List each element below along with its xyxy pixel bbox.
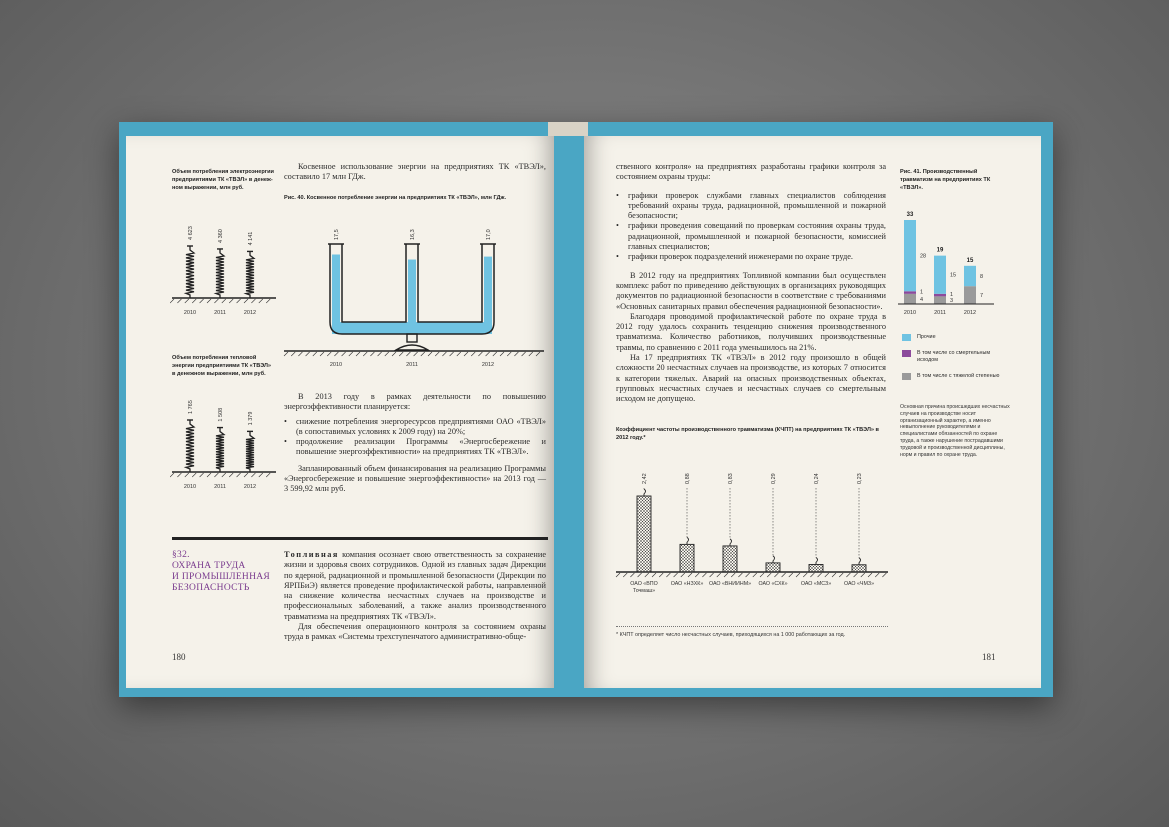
- ground-hatch: [702, 573, 706, 577]
- ground-hatch: [170, 473, 174, 477]
- elec-chart-title: Объем потребления электроэнергии предприятиями ТК «ТВЭЛ» в денеж-ном выражении, млн руб.: [172, 169, 274, 191]
- ground-hatch: [334, 352, 338, 356]
- tube-liquid: [484, 257, 492, 328]
- ground-hatch: [645, 573, 649, 577]
- ground-hatch: [251, 299, 255, 303]
- segment-label: 4: [920, 296, 924, 303]
- heat-spring-chart: [170, 388, 280, 496]
- segment-label: 7: [980, 293, 984, 300]
- x-tick-label: Точмаш»: [632, 588, 656, 594]
- ground-hatch: [207, 299, 211, 303]
- ground-hatch: [320, 352, 324, 356]
- x-tick-label: 2011: [406, 362, 418, 368]
- kchpt-chart: [614, 454, 892, 604]
- kchpt-hook: [687, 537, 689, 544]
- footnote-divider: [616, 626, 888, 627]
- legend-item: [902, 350, 1012, 364]
- kchpt-bar: [723, 546, 737, 572]
- kchpt-bar: [637, 496, 651, 572]
- tube-outline: [342, 244, 406, 322]
- legend-swatch: [902, 334, 911, 341]
- spring-bar: [186, 420, 194, 472]
- legend-swatch: [902, 350, 911, 357]
- control-item: • графики проверок подразделений инженерами по охране труде.: [616, 252, 886, 262]
- value-label: 17,5: [334, 229, 340, 240]
- ground-hatch: [832, 573, 836, 577]
- legend-label: Прочие: [917, 334, 936, 340]
- ground-hatch: [399, 352, 403, 356]
- ground-hatch: [789, 573, 793, 577]
- ground-hatch: [435, 352, 439, 356]
- ground-hatch: [659, 573, 663, 577]
- ground-hatch: [854, 573, 858, 577]
- ground-hatch: [738, 573, 742, 577]
- ground-hatch: [674, 573, 678, 577]
- ground-hatch: [259, 299, 263, 303]
- fig41-legend: [902, 334, 1012, 380]
- ground-hatch: [457, 352, 461, 356]
- ground-hatch: [214, 299, 218, 303]
- x-tick-label: 2012: [243, 310, 257, 316]
- plans-block: В 2013 году в рамках деятельности по повышению энергоэффективности планируется: • снижение потребления энергоресурсов предприятиями ОАО «ТВЭЛ» (в сопоставимых условиях к 2009 году) на 20%; • продолжение реализации Программы «Энергосбережение и повышение энергоэффективности» на предприятиях ТК «ТВЭЛ». Запланированный объем финансирования на реализацию Программы «Энергосбережение и повышение энергоэффективности» на 2013 год — 3 599,92 млн руб.: [284, 392, 546, 495]
- ground-hatch: [222, 473, 226, 477]
- ground-hatch: [192, 299, 196, 303]
- legend-label: В том числе со смертельным исходом: [916, 350, 991, 363]
- value-label: 4 360: [218, 229, 224, 243]
- kchpt-bar: [680, 544, 694, 572]
- ground-hatch: [177, 473, 181, 477]
- value-label: 1 765: [188, 400, 194, 414]
- ground-hatch: [306, 352, 310, 356]
- ground-hatch: [192, 473, 196, 477]
- ground-hatch: [327, 352, 331, 356]
- ground-hatch: [753, 573, 757, 577]
- stacked-segment: [904, 294, 916, 304]
- ground-hatch: [170, 299, 174, 303]
- segment-label: 3: [950, 298, 954, 305]
- ground-hatch: [536, 352, 540, 356]
- tube-stand: [407, 334, 417, 342]
- x-tick-label: 2012: [963, 310, 977, 316]
- value-label: 17,0: [486, 229, 492, 240]
- ground-hatch: [514, 352, 518, 356]
- stacked-segment: [964, 266, 976, 286]
- ground-hatch: [623, 573, 627, 577]
- ground-hatch: [414, 352, 418, 356]
- ground-hatch: [493, 352, 497, 356]
- indirect-energy-text: Косвенное использование энергии на предприятиях ТК «ТВЭЛ», составило 17 млн ГДж.: [284, 162, 546, 182]
- ground-hatch: [652, 573, 656, 577]
- ground-hatch: [782, 573, 786, 577]
- book-spine: [548, 122, 588, 136]
- value-label: 0,24: [814, 473, 820, 484]
- ground-hatch: [760, 573, 764, 577]
- x-tick-label: 2011: [214, 484, 226, 490]
- ground-hatch: [803, 573, 807, 577]
- stacked-segment: [934, 296, 946, 304]
- x-tick-label: 2010: [329, 362, 343, 368]
- ground-hatch: [875, 573, 879, 577]
- x-tick-label: ОАО «ВНИИНМ»: [708, 581, 752, 587]
- section-title-line: БЕЗОПАСНОСТЬ: [172, 583, 250, 593]
- value-label: 4 141: [248, 231, 254, 246]
- control-list: [616, 191, 886, 263]
- right-page: [584, 136, 1041, 688]
- ground-hatch: [363, 352, 367, 356]
- ground-hatch: [229, 299, 233, 303]
- ground-hatch: [638, 573, 642, 577]
- ground-hatch: [237, 473, 241, 477]
- kchpt-hook: [859, 558, 861, 565]
- ground-hatch: [861, 573, 865, 577]
- x-tick-label: ОАО «ЧМЗ»: [843, 581, 875, 587]
- x-tick-label: 2012: [481, 362, 495, 368]
- page-number-right: 181: [982, 652, 996, 662]
- financing-text: Запланированный объем финансирования на реализацию Программы «Энергосбережение и повышение энергоэффективности» на 2013 год — 3 599,92 млн руб.: [284, 463, 546, 494]
- tube-liquid: [332, 255, 340, 329]
- spring-bar: [246, 251, 254, 298]
- segment-label: 1: [950, 291, 954, 298]
- value-label: 0,29: [771, 473, 777, 484]
- kchpt-hook: [730, 539, 732, 546]
- spring-bar: [216, 428, 224, 472]
- ground-hatch: [666, 573, 670, 577]
- legend-item: [902, 373, 1012, 380]
- ground-hatch: [385, 352, 389, 356]
- ground-hatch: [731, 573, 735, 577]
- x-tick-label: ОАО «МСЗ»: [800, 581, 832, 587]
- ground-hatch: [266, 473, 270, 477]
- x-tick-label: 2011: [934, 310, 946, 316]
- ground-hatch: [356, 352, 360, 356]
- x-tick-label: 2011: [214, 310, 226, 316]
- x-tick-label: ОАО «НЗХК»: [670, 581, 704, 587]
- total-label: 15: [966, 257, 974, 264]
- ground-hatch: [284, 352, 288, 356]
- value-label: 0,88: [685, 473, 691, 484]
- plans-item: • снижение потребления энергоресурсов предприятиями ОАО «ТВЭЛ» (в сопоставимых условиях к 2009 году) на 20%;: [284, 417, 546, 438]
- ground-hatch: [222, 299, 226, 303]
- segment-label: 15: [950, 272, 957, 279]
- ground-hatch: [882, 573, 886, 577]
- legend-swatch: [902, 373, 911, 380]
- stacked-segment: [904, 291, 916, 294]
- fig40-tube-chart: [282, 216, 548, 374]
- x-tick-label: ОАО «ВПО: [630, 581, 658, 587]
- ground-hatch: [442, 352, 446, 356]
- fig41-title: Рис. 41. Производственный травматизм на предприятиях ТК «ТВЭЛ».: [900, 169, 991, 191]
- ground-hatch: [522, 352, 526, 356]
- ground-hatch: [746, 573, 750, 577]
- segment-label: 1: [920, 289, 924, 296]
- ground-hatch: [244, 299, 248, 303]
- ground-hatch: [237, 299, 241, 303]
- ground-hatch: [839, 573, 843, 577]
- x-tick-label: ОАО «СХК»: [758, 581, 788, 587]
- value-label: 16,3: [410, 229, 416, 240]
- stacked-segment: [904, 220, 916, 291]
- kchpt-bar: [809, 564, 823, 572]
- ground-hatch: [378, 352, 382, 356]
- ground-hatch: [259, 473, 263, 477]
- stacked-segment: [934, 256, 946, 294]
- ground-hatch: [464, 352, 468, 356]
- ground-hatch: [421, 352, 425, 356]
- kchpt-bar: [852, 565, 866, 572]
- legend-label: В том числе с тяжелой степенью: [917, 373, 1000, 379]
- kchpt-bar: [766, 563, 780, 572]
- ground-hatch: [207, 473, 211, 477]
- ground-hatch: [471, 352, 475, 356]
- value-label: 0,83: [728, 473, 734, 484]
- heat-chart-title: Объем потребления тепловой энергии предприятиями ТК «ТВЭЛ» в денежном выражении, млн руб.: [172, 355, 272, 377]
- section-title-line: ОХРАНА ТРУДА: [172, 561, 246, 571]
- page-number-left: 180: [172, 652, 186, 662]
- stacked-segment: [934, 294, 946, 297]
- tube-stand-base: [396, 345, 428, 350]
- value-label: 1 508: [218, 407, 224, 422]
- section-title-line: И ПРОМЫШЛЕННАЯ: [172, 572, 271, 582]
- ground-hatch: [349, 352, 353, 356]
- ground-hatch: [507, 352, 511, 356]
- ground-hatch: [428, 352, 432, 356]
- x-tick-label: 2010: [183, 484, 197, 490]
- spring-bar: [216, 249, 224, 298]
- plans-list: [284, 417, 546, 458]
- plans-item: • продолжение реализации Программы «Энергосбережение и повышение энергоэффективности» на предприятиях ТК «ТВЭЛ».: [284, 437, 546, 458]
- ground-hatch: [774, 573, 778, 577]
- ground-hatch: [767, 573, 771, 577]
- total-label: 19: [936, 247, 944, 254]
- side-note: Основная причина происшедших несчастных случаев на производстве носит организационный характер, а именно невыполнение руководителями и специалистами обязанностей по охране труда, а также нарушение пострадавшими трудовой и производственной дисциплины, норм и правил по охране труда.: [900, 404, 1010, 458]
- ground-hatch: [717, 573, 721, 577]
- stacked-segment: [964, 286, 976, 304]
- total-label: 33: [906, 212, 914, 218]
- left-page: [126, 136, 554, 688]
- ground-hatch: [796, 573, 800, 577]
- right-main-text: ственного контроля» на предприятиях разработаны графики контроля за состоянием охраны труды: • графики проверок службами главных специалистов соблюдения требований охраны труда, радиационной, промышленной и пожарной безопасности; • графики проведения совещаний по проверкам состояния охраны труда, радиационной, промышленной и пожарной безопасности, комиссией главных специалистов; • графики проверок подразделений инженерами по охране труде. В 2012 году на предприятиях Топливной компании был осуществлен комплекс работ по приведению действующих в организациях руководящих документов по радиационной безопасности в соответствие с требованиями «Основных санитарных правил обеспечения радиационной безопасности». Благодаря проводимой профилактической работе по охране труда в 2012 году удалось сохранить тенденцию снижения производственного травматизма. Количество работников, получивших производственные травмы, по сравнению с 2011 года уменьшилось на 21%. На 17 предприятиях ТК «ТВЭЛ» в 2012 году произошло в общей сложности 20 несчастных случаев на производстве, из которых 7 относится к категории тяжелых. Аварий на опасных производственных объектах, групповых несчастных случаев и несчастных случаев со смертельным исходом не допущено.: [616, 162, 886, 405]
- ground-hatch: [486, 352, 490, 356]
- ground-hatch: [688, 573, 692, 577]
- section-lead-word: Топливная: [284, 550, 339, 559]
- ground-hatch: [214, 473, 218, 477]
- section-body: Топливная компания осознает свою ответственность за сохранение жизни и здоровья своих сотрудников. Одной из главных задач Дирекции по ядерной, радиационной и промышленной безопасности (Дирекции по ЯРПБиЭ) является проведение профилактической работы, направленной на снижение количества несчастных случаев на производстве и профессиональных заболеваний, а также анализ производственного травматизма на предприятиях ТК «ТВЭЛ». Для обеспечения операционного контроля за состоянием охраны труда в рамках «Системы трехступенчатого административно-обще-: [284, 550, 546, 642]
- control-item: • графики проверок службами главных специалистов соблюдения требований охраны труда, радиационной, промышленной и пожарной безопасности;: [616, 191, 886, 222]
- ground-hatch: [392, 352, 396, 356]
- segment-label: 8: [980, 274, 984, 280]
- ground-hatch: [313, 352, 317, 356]
- fig40-title: Рис. 40. Косвенное потребление энергии на предприятиях ТК «ТВЭЛ», млн ГДж.: [284, 195, 507, 201]
- ground-hatch: [450, 352, 454, 356]
- x-tick-label: 2010: [903, 310, 917, 316]
- ground-hatch: [868, 573, 872, 577]
- tube-outline: [418, 244, 482, 322]
- value-label: 4 623: [188, 226, 194, 240]
- ground-hatch: [251, 473, 255, 477]
- ground-hatch: [200, 473, 204, 477]
- ground-hatch: [200, 299, 204, 303]
- value-label: 0,23: [857, 473, 863, 484]
- ground-hatch: [229, 473, 233, 477]
- section-number: §32.: [172, 550, 190, 560]
- ground-hatch: [298, 352, 302, 356]
- kchpt-hook: [644, 489, 646, 496]
- ground-hatch: [710, 573, 714, 577]
- tube-liquid: [408, 260, 416, 328]
- ground-hatch: [291, 352, 295, 356]
- ground-hatch: [185, 299, 189, 303]
- ground-hatch: [177, 299, 181, 303]
- footnote: * КЧПТ определяет число несчастных случаев, приходящихся на 1 000 работающих за год.: [616, 632, 846, 638]
- kchpt-hook: [773, 556, 775, 563]
- control-item: • графики проведения совещаний по проверкам состояния охраны труда, радиационной, промышленной и пожарной безопасности, комиссией главных специалистов;: [616, 221, 886, 252]
- ground-hatch: [244, 473, 248, 477]
- x-tick-label: 2012: [243, 484, 257, 490]
- ground-hatch: [681, 573, 685, 577]
- ground-hatch: [500, 352, 504, 356]
- ground-hatch: [818, 573, 822, 577]
- ground-hatch: [342, 352, 346, 356]
- ground-hatch: [185, 473, 189, 477]
- spring-bar: [246, 431, 254, 472]
- ground-hatch: [478, 352, 482, 356]
- value-label: 1 379: [248, 411, 254, 426]
- ground-hatch: [810, 573, 814, 577]
- ground-hatch: [616, 573, 620, 577]
- spring-bar: [186, 246, 194, 298]
- ground-hatch: [846, 573, 850, 577]
- x-tick-label: 2010: [183, 310, 197, 316]
- ground-hatch: [724, 573, 728, 577]
- ground-hatch: [695, 573, 699, 577]
- kchpt-hook: [816, 557, 818, 564]
- section-heading: [172, 550, 278, 594]
- ground-hatch: [406, 352, 410, 356]
- elec-spring-chart: [170, 204, 280, 322]
- ground-hatch: [370, 352, 374, 356]
- ground-hatch: [630, 573, 634, 577]
- ground-hatch: [266, 299, 270, 303]
- ground-hatch: [529, 352, 533, 356]
- legend-item: [902, 334, 1012, 341]
- segment-label: 28: [920, 253, 927, 260]
- section-divider: [172, 537, 548, 540]
- ground-hatch: [825, 573, 829, 577]
- kchpt-title: Коэффициент частоты производственного травматизма (КЧПТ) на предприятиях ТК «ТВЭЛ» в 2012 году.*: [616, 427, 879, 441]
- fig41-stacked-chart: [898, 198, 1008, 326]
- value-label: 2,42: [642, 473, 648, 484]
